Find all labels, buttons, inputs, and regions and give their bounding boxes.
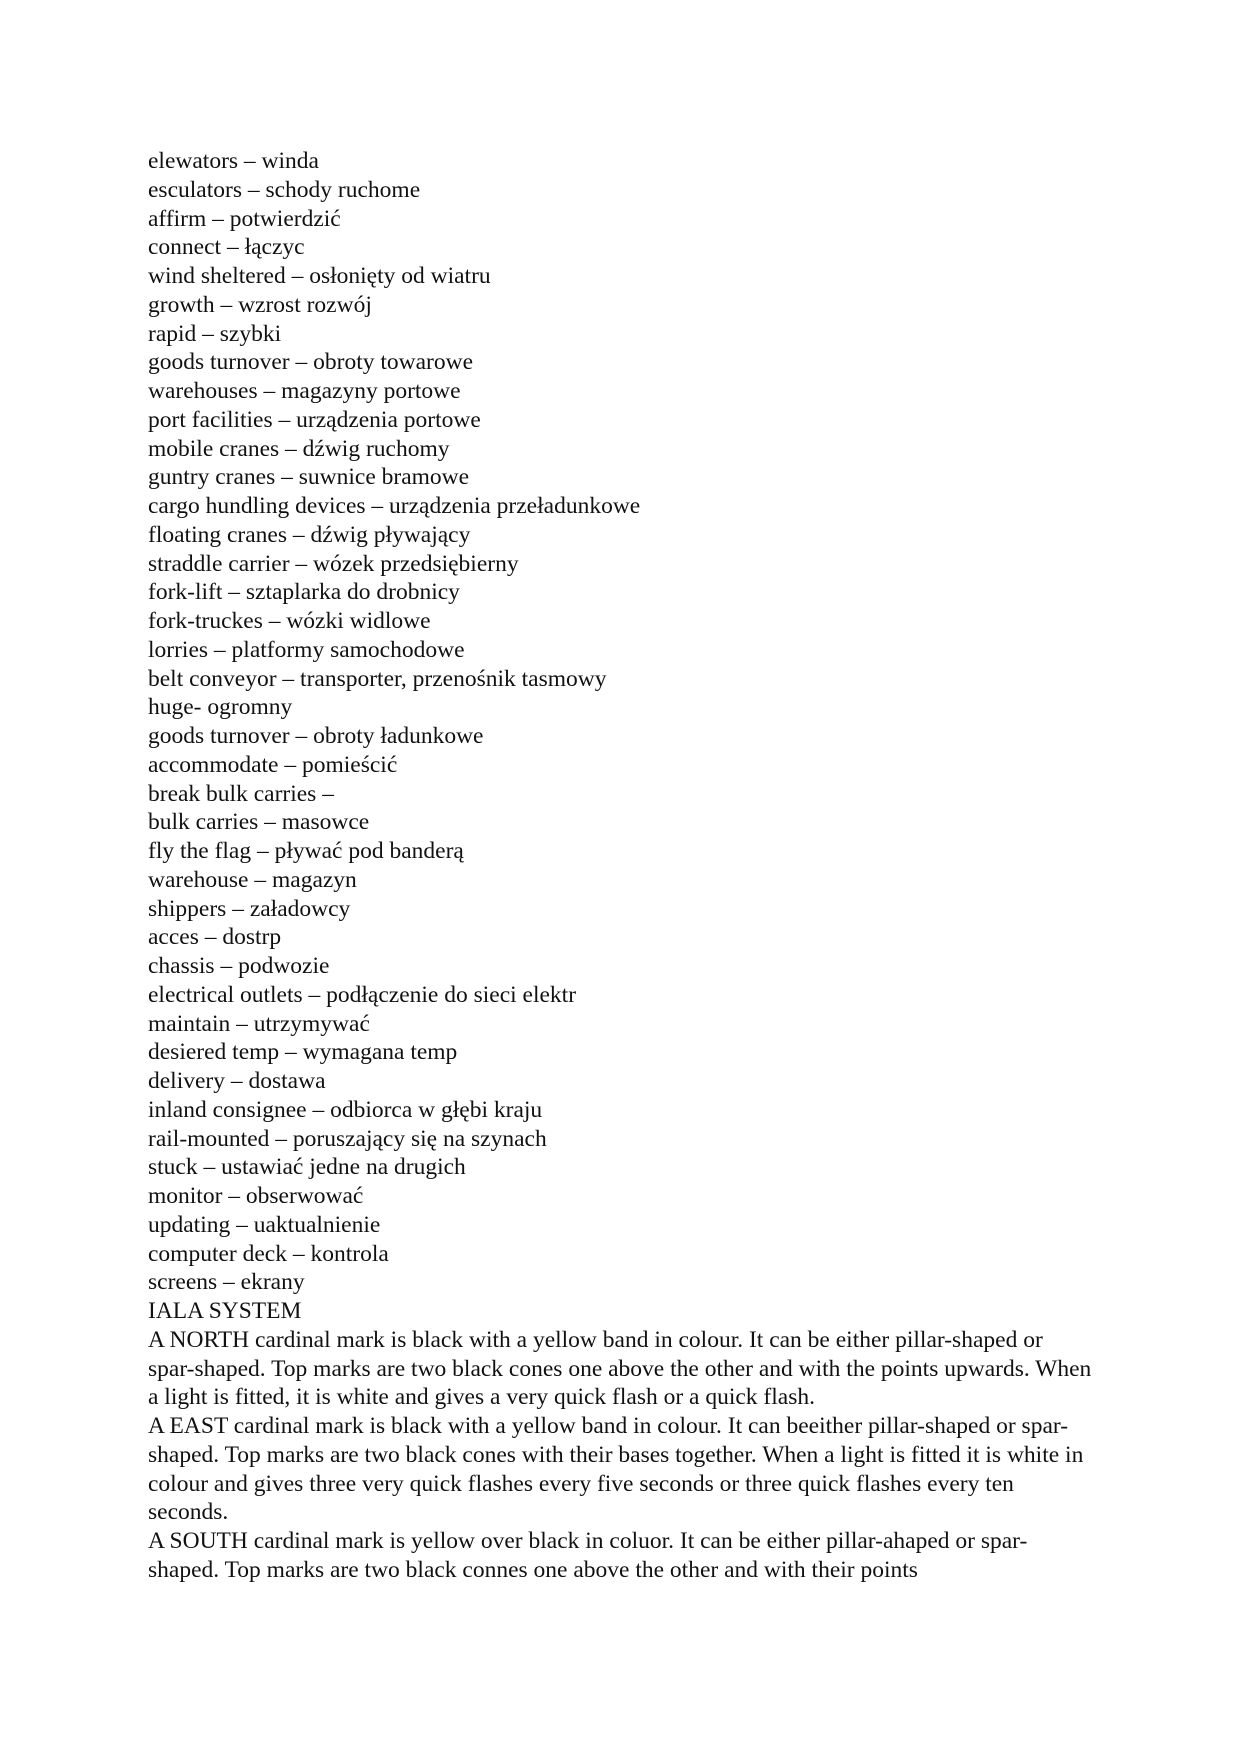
vocabulary-item: warehouse – magazyn [148,866,357,893]
vocabulary-item: computer deck – kontrola [148,1240,389,1267]
vocabulary-item: straddle carrier – wózek przedsiębierny [148,550,519,577]
vocabulary-item: acces – dostrp [148,924,282,951]
vocabulary-item: rail-mounted – poruszający się na szynach [148,1125,547,1152]
vocabulary-item: wind sheltered – osłonięty od wiatru [148,263,491,289]
section-heading: IALA SYSTEM [148,1298,302,1324]
vocabulary-item: cargo hundling devices – urządzenia przeładunkowe [148,493,641,519]
vocabulary-list [148,147,1093,1297]
vocabulary-item: accommodate – pomieścić [148,751,398,778]
vocabulary-item: affirm – potwierdzić [148,205,341,232]
vocabulary-item: delivery – dostawa [148,1068,326,1094]
vocabulary-item: esculators – schody ruchome [148,176,421,203]
vocabulary-item: maintain – utrzymywać [148,1010,370,1037]
vocabulary-item: connect – łączyc [148,234,305,261]
vocabulary-item: bulk carries – masowce [148,809,370,836]
vocabulary-item: updating – uaktualnienie [148,1211,381,1238]
vocabulary-item: growth – wzrost rozwój [148,291,372,318]
vocabulary-item: rapid – szybki [148,320,282,347]
paragraph-east-cardinal: A EAST cardinal mark is black with a yellow band in colour. It can beeither pillar-shaped or spar-shaped. Top marks are two black cones with their bases together. When a light is fitted it is white in colour and gives three very quick flashes every five seconds or three quick flashes every ten seconds. [148,1413,1084,1526]
vocabulary-item: mobile cranes – dźwig ruchomy [148,435,450,462]
vocabulary-item: inland consignee – odbiorca w głębi kraju [148,1096,543,1123]
vocabulary-item: fly the flag – pływać pod banderą [148,838,464,864]
paragraph-south-cardinal: A SOUTH cardinal mark is yellow over black in coluor. It can be either pillar-ahaped or spar-shaped. Top marks are two black connes one above the other and with their points [148,1528,1028,1583]
vocabulary-item: goods turnover – obroty towarowe [148,349,474,376]
vocabulary-item: fork-lift – sztaplarka do drobnicy [148,579,460,606]
vocabulary-item: desiered temp – wymagana temp [148,1039,458,1066]
vocabulary-item: shippers – załadowcy [148,895,351,922]
vocabulary-item: screens – ekrany [148,1269,305,1296]
vocabulary-item: elewators – winda [148,148,319,174]
vocabulary-item: warehouses – magazyny portowe [148,378,461,404]
vocabulary-item: break bulk carries – [148,780,334,807]
vocabulary-item: huge- ogromny [148,694,293,721]
vocabulary-item: fork-truckes – wózki widlowe [148,608,431,634]
vocabulary-item: belt conveyor – transporter, przenośnik tasmowy [148,665,607,692]
vocabulary-item: lorries – platformy samochodowe [148,636,465,663]
vocabulary-item: stuck – ustawiać jedne na drugich [148,1154,466,1181]
vocabulary-item: monitor – obserwować [148,1183,364,1209]
vocabulary-item: port facilities – urządzenia portowe [148,406,481,433]
vocabulary-item: chassis – podwozie [148,953,330,979]
vocabulary-item: guntry cranes – suwnice bramowe [148,464,470,491]
document-body [148,147,1093,1585]
vocabulary-item: goods turnover – obroty ładunkowe [148,723,484,749]
vocabulary-item: floating cranes – dźwig pływający [148,521,471,548]
paragraph-north-cardinal: A NORTH cardinal mark is black with a yellow band in colour. It can be either pillar-shaped or spar-shaped. Top marks are two black cones one above the other and with the points upwards. When a light is fitted, it is white and gives a very quick flash or a quick flash. [148,1326,1092,1411]
vocabulary-item: electrical outlets – podłączenie do sieci elektr [148,981,577,1008]
